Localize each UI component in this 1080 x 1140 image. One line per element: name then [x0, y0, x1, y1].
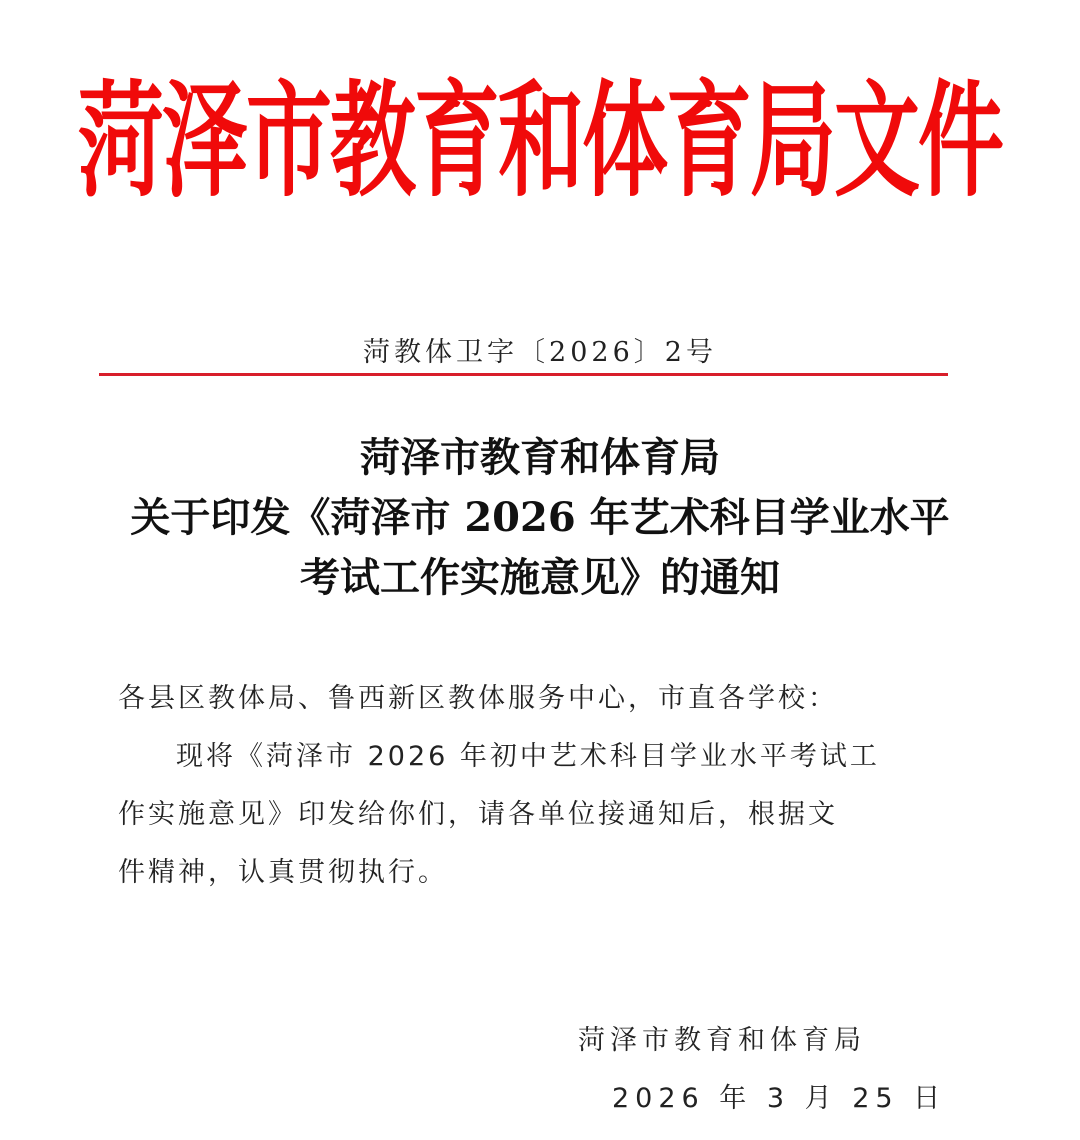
title-line-3: 考试工作实施意见》的通知 [300, 554, 780, 601]
document-masthead: 菏泽市教育和体育局文件 [78, 68, 1002, 215]
document-body [118, 670, 918, 902]
document-title [0, 428, 1080, 608]
body-line-2: 作实施意见》印发给你们，请各单位接通知后，根据文 [118, 799, 838, 830]
issue-date: 2026 年 3 月 25 日 [612, 1083, 947, 1114]
body-line-3: 件精神，认真贯彻执行。 [118, 857, 448, 888]
signature-block [578, 1012, 946, 1128]
title-line-1: 菏泽市教育和体育局 [360, 434, 720, 481]
issuer-name: 菏泽市教育和体育局 [578, 1025, 866, 1056]
red-divider-line [99, 373, 948, 376]
body-line-1: 现将《菏泽市 2026 年初中艺术科目学业水平考试工 [176, 741, 880, 772]
salutation: 各县区教体局、鲁西新区教体服务中心，市直各学校： [118, 683, 838, 714]
title-line-2: 关于印发《菏泽市 2026 年艺术科目学业水平 [130, 494, 950, 541]
document-number: 菏教体卫字〔2026〕2号 [363, 337, 717, 368]
